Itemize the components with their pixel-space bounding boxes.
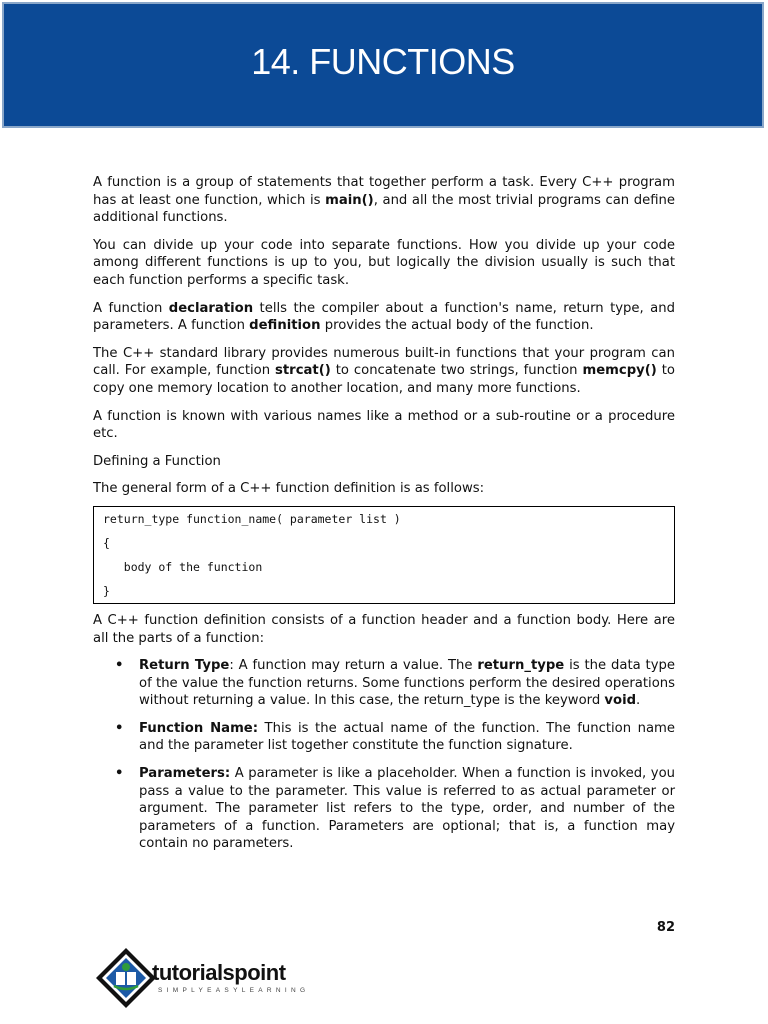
text-run: . xyxy=(636,693,641,709)
paragraph-general-form xyxy=(93,480,675,498)
list-item-return-type xyxy=(93,657,675,710)
chapter-header xyxy=(2,2,764,128)
text-run: provides the actual body of the function. xyxy=(320,318,594,334)
bold-term: Function Name: xyxy=(139,720,259,736)
parts-list xyxy=(93,657,675,853)
text-run: to concatenate two strings, function xyxy=(330,363,583,379)
logo-tagline: SIMPLYEASYLEARNING xyxy=(158,987,310,994)
paragraph-parts xyxy=(93,612,675,647)
bold-term: Parameters: xyxy=(139,766,231,782)
list-item-function-name xyxy=(93,720,675,755)
bold-term: definition xyxy=(249,318,321,334)
paragraph-intro xyxy=(93,174,675,227)
paragraph-declaration xyxy=(93,300,675,335)
text-run: The general form of a C++ function definition is as follows: xyxy=(93,481,485,497)
code-line: body of the function xyxy=(103,559,263,574)
code-line: { xyxy=(103,535,110,550)
paragraph-stdlib xyxy=(93,345,675,398)
paragraph-divide xyxy=(93,237,675,290)
text-run: A C++ function definition consists of a function header and a function body. Here are all the parts of a function: xyxy=(93,612,675,646)
tutorialspoint-logo xyxy=(92,946,324,1010)
bullet-icon: • xyxy=(115,658,124,674)
text-run: is the data type of the value the function returns. Some functions perform the desired operations without returning a value. In this case, the return_type is the keyword xyxy=(139,658,675,709)
logo-wordmark: tutorialspoint xyxy=(152,960,286,985)
bold-term: void xyxy=(604,693,637,709)
text-run: A function xyxy=(93,300,169,316)
bold-term: main() xyxy=(325,192,374,208)
paragraph-names xyxy=(93,408,675,443)
bullet-icon: • xyxy=(115,720,124,736)
list-item-parameters xyxy=(93,765,675,853)
code-line: } xyxy=(103,583,110,598)
bold-term: strcat() xyxy=(275,363,331,379)
bold-term: return_type xyxy=(477,658,565,674)
bold-term: memcpy() xyxy=(582,363,657,379)
text-run: A parameter is like a placeholder. When a function is invoked, you pass a value to the parameter. This value is referred to as actual parameter or argument. The parameter list refers to the type, order, and number of the parameters of a function. Parameters are optional; that is, a function may contain no parameters. xyxy=(139,766,675,852)
text-run: : A function may return a value. The xyxy=(229,658,478,674)
text-run: tells the compiler about a function's name, return type, and parameters. A function xyxy=(93,300,675,334)
text-run: A function is a group of statements that together perform a task. Every C++ program has at least one function, which is xyxy=(93,175,675,208)
text-run: , and all the most trivial programs can define additional functions. xyxy=(93,192,675,226)
document-body xyxy=(93,174,675,863)
bold-term: declaration xyxy=(168,300,254,316)
bullet-icon: • xyxy=(115,766,124,782)
text-run: to copy one memory location to another location, and many more functions. xyxy=(93,363,675,396)
section-heading xyxy=(93,453,675,471)
chapter-title: 14. FUNCTIONS xyxy=(251,41,515,82)
text-run: Defining a Function xyxy=(93,453,221,469)
text-run: This is the actual name of the function. The function name and the parameter list together constitute the function signature. xyxy=(139,720,675,754)
text-run: The C++ standard library provides numerous built-in functions that your program can call. For example, function xyxy=(93,345,675,379)
code-block xyxy=(93,506,675,604)
code-line: return_type function_name( parameter list ) xyxy=(103,511,401,526)
text-run: You can divide up your code into separate functions. How you divide up your code among different functions is up to you, but logically the division usually is such that each function performs a specific task. xyxy=(93,237,675,288)
text-run: A function is known with various names like a method or a sub-routine or a procedure etc. xyxy=(93,408,675,442)
page-number: 82 xyxy=(656,920,675,935)
bold-term: Return Type xyxy=(139,658,230,674)
